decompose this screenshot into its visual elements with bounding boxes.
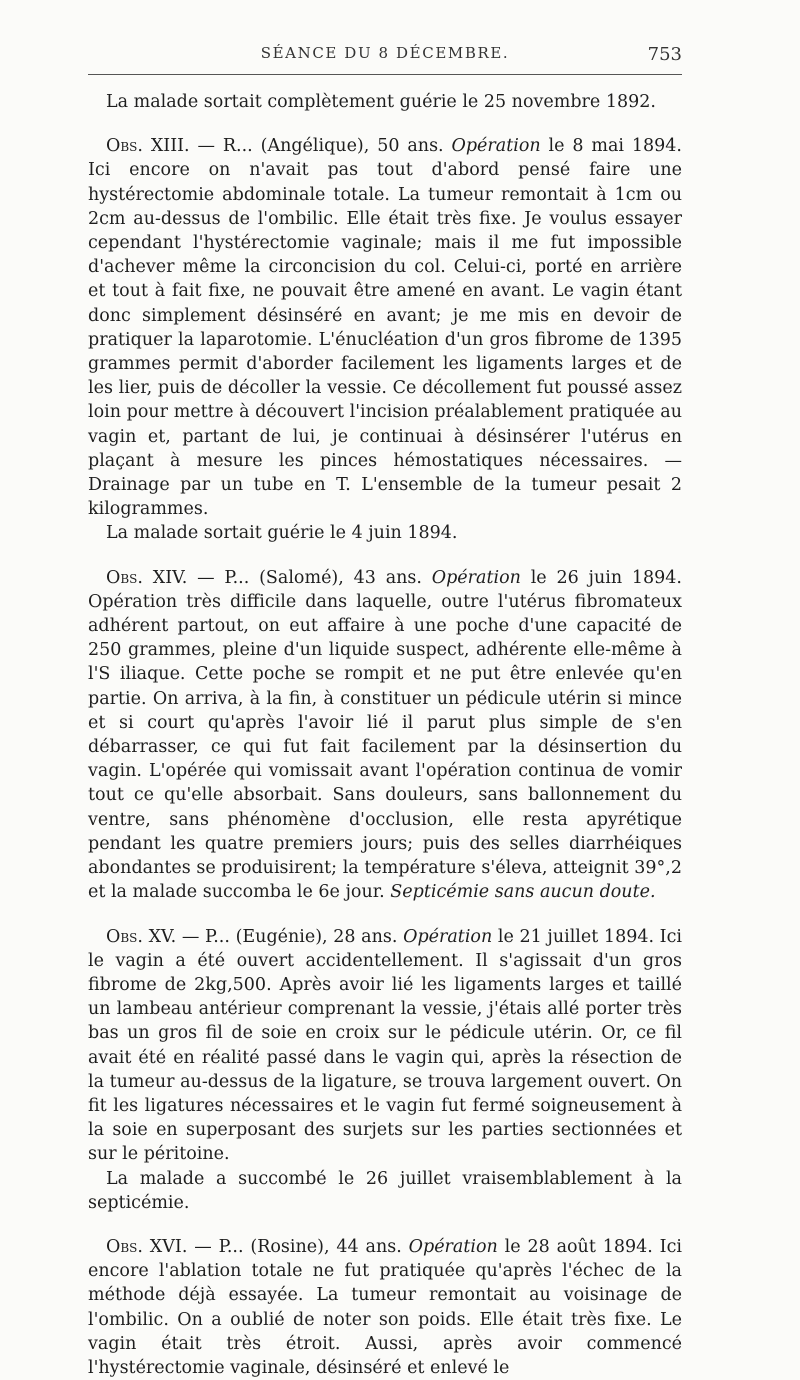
observation-intro: — P... (Eugénie), 28 ans.	[176, 926, 404, 947]
observation-label: Obs. XVI.	[106, 1236, 188, 1257]
observation-intro: — P... (Rosine), 44 ans.	[187, 1236, 409, 1257]
observation-intro: — R... (Angélique), 50 ans.	[189, 136, 452, 157]
observation-13-outcome: La malade sortait guérie le 4 juin 1894.	[106, 523, 458, 544]
operation-word: Opération	[451, 136, 541, 157]
observation-label: Obs. XIII.	[106, 136, 190, 157]
observation-intro: — P... (Salomé), 43 ans.	[187, 567, 432, 588]
running-title: SÉANCE DU 8 DÉCEMBRE.	[260, 44, 510, 62]
observation-14	[88, 566, 682, 905]
observation-conclusion: Septicémie sans aucun doute.	[390, 882, 656, 903]
observation-text: le 21 juillet 1894. Ici le vagin a été ouvert accidentellement. Il s'agissait d'un gros fibrome de 2kg,500. Après avoir lié les ligaments larges et taillé un lambeau antérieur comprenant la vessie, j'étais allé porter très bas un gros fil de soie en croix sur le pédicule utérin. Or, ce fil avait été en réalité passé dans le vagin qui, après la résection de la tumeur au-dessus de la ligature, se trouva largement ouvert. On fit les ligatures nécessaires et le vagin fut fermé soigneusement à la soie en superposant des surjets sur les parties sectionnées et sur le péritoine.	[88, 926, 682, 1165]
observation-text: le 8 mai 1894. Ici encore on n'avait pas tout d'abord pensé faire une hystérectomie abdominale totale. La tumeur remontait à 1cm ou 2cm au-dessus de l'ombilic. Elle était très fixe. Je voulus essayer cependant l'hystérectomie vaginale; mais il me fut impossible d'achever même la circoncision du col. Celui-ci, porté en arrière et tout à fait fixe, ne pouvait être amené en avant. Le vagin étant donc simplement désinséré en avant; je me mis en devoir de pratiquer la laparotomie. L'énucléation d'un gros fibrome de 1395 grammes permit d'aborder facilement les ligaments larges et de les lier, puis de décoller la vessie. Ce décollement fut poussé assez loin pour mettre à découvert l'incision préalablement pratiquée au vagin et, partant de lui, je continuai à désinsérer l'utérus en plaçant à mesure les pinces hémostatiques nécessaires. — Drainage par un tube en T. L'ensemble de la tumeur pesait 2 kilogrammes.	[88, 136, 682, 520]
observation-16	[88, 1235, 682, 1380]
paragraph-recovery-1892: La malade sortait complètement guérie le 25 novembre 1892.	[106, 92, 656, 112]
header-rule	[88, 74, 682, 75]
observation-label: Obs. XIV.	[106, 567, 188, 588]
observation-15	[88, 925, 682, 1167]
operation-word: Opération	[431, 567, 521, 588]
observation-label: Obs. XV.	[106, 926, 177, 947]
page-body	[88, 90, 682, 1380]
observation-15-outcome: La malade a succombé le 26 juillet vraisemblablement à la septicémie.	[88, 1168, 682, 1213]
page-number: 753	[647, 44, 682, 65]
observation-13	[88, 134, 682, 521]
operation-word: Opération	[408, 1236, 498, 1257]
observation-text: le 26 juin 1894. Opération très difficile dans laquelle, outre l'utérus fibromateux adhérent partout, on eut affaire à une poche d'une capacité de 250 grammes, pleine d'un liquide suspect, adhérente elle-même à l'S iliaque. Cette poche se rompit et ne put être enlevée qu'en partie. On arriva, à la fin, à constituer un pédicule utérin si mince et si court qu'après l'avoir lié il parut plus simple de s'en débarrasser, ce qui fut fait facilement par la désinsertion du vagin. L'opérée qui vomissait avant l'opération continua de vomir tout ce qu'elle absorbait. Sans douleurs, sans ballonnement du ventre, sans phénomène d'occlusion, elle resta apyrétique pendant les quatre premiers jours; puis des selles diarrhéiques abondantes se produisirent; la température s'éleva, atteignit 39°,2 et la malade succomba le 6e jour.	[88, 567, 682, 903]
page-header	[88, 44, 682, 74]
observation-text: le 28 août 1894. Ici encore l'ablation totale ne fut pratiquée qu'après l'échec de la méthode déjà essayée. La tumeur remontait au voisinage de l'ombilic. On a oublié de noter son poids. Elle était très fixe. Le vagin était très étroit. Aussi, après avoir commencé l'hystérectomie vaginale, désinséré et enlevé le	[88, 1236, 682, 1378]
operation-word: Opération	[403, 926, 493, 947]
